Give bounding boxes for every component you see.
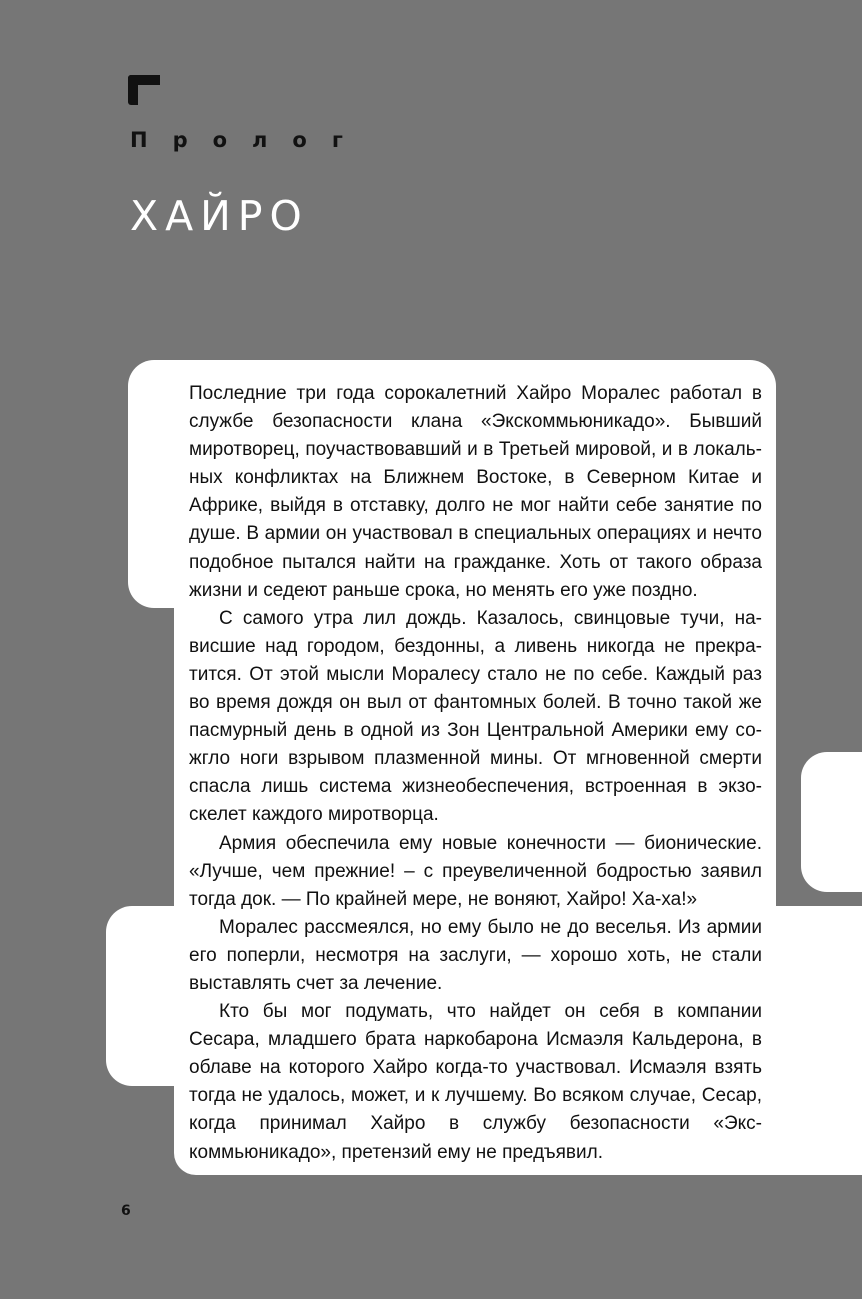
paragraph: Моралес рассмеялся, но ему было не до веселья. Из армии его поперли, несмотря на заслуги, — хорошо хоть, не стали выставлять счет за лечение. [189, 916, 762, 994]
corner-mark-icon [128, 75, 160, 105]
paragraph: С самого утра лил дождь. Казалось, свинцовые тучи, нависшие над городом, бездонны, а ливень никогда не прекратится. От этой мысли Моралесу стало не по себе. Каждый раз во время дождя он выл от фантомных болей. В точно такой же пасмурный день в одной из Зон Центральной Америки ему сожгло ноги взрывом плазменной мины. От мгновенной смерти спасла лишь система жизнеобеспечения, встроенная в экзоскелет каждого миротворца. [189, 607, 762, 826]
section-label: Пролог [130, 128, 368, 152]
paragraph: Кто бы мог подумать, что найдет он себя в компании Сесара, младшего брата наркобарона Исмаэля Кальдерона, в облаве на которого Хайро когда-то участвовал. Исмаэля взять тогда не удалось, может, и к лучшему. Во всяком случае, Сесар, когда принимал Хайро в службу безопасности «Экскоммьюникадо», претензий ему не предъявил. [189, 1001, 762, 1163]
background-panel [801, 752, 862, 892]
chapter-title: ХАЙРО [130, 192, 309, 240]
paragraph: Армия обеспечила ему новые конечности — бионические. «Лучше, чем прежние! – с преувеличенной бодростью заявил тогда док. — По крайней мере, не воняют, Хайро! Ха-ха!» [189, 832, 762, 910]
paragraph: Последние три года сорокалетний Хайро Моралес работал в службе безопасности клана «Экскоммьюникадо». Бывший миротворец, поучаствовавший и в Третьей мировой, и в локальных конфликтах на Ближнем Востоке, в Северном Китае и Африке, выйдя в отставку, долго не мог найти себе занятие по душе. В армии он участвовал в специальных операциях и нечто подобное пытался найти на гражданке. Хоть от такого образа жизни и седеют раньше срока, но менять его уже поздно. [189, 383, 762, 601]
body-text [189, 380, 762, 1167]
page-number: 6 [121, 1203, 131, 1219]
background-panel [776, 974, 862, 1175]
